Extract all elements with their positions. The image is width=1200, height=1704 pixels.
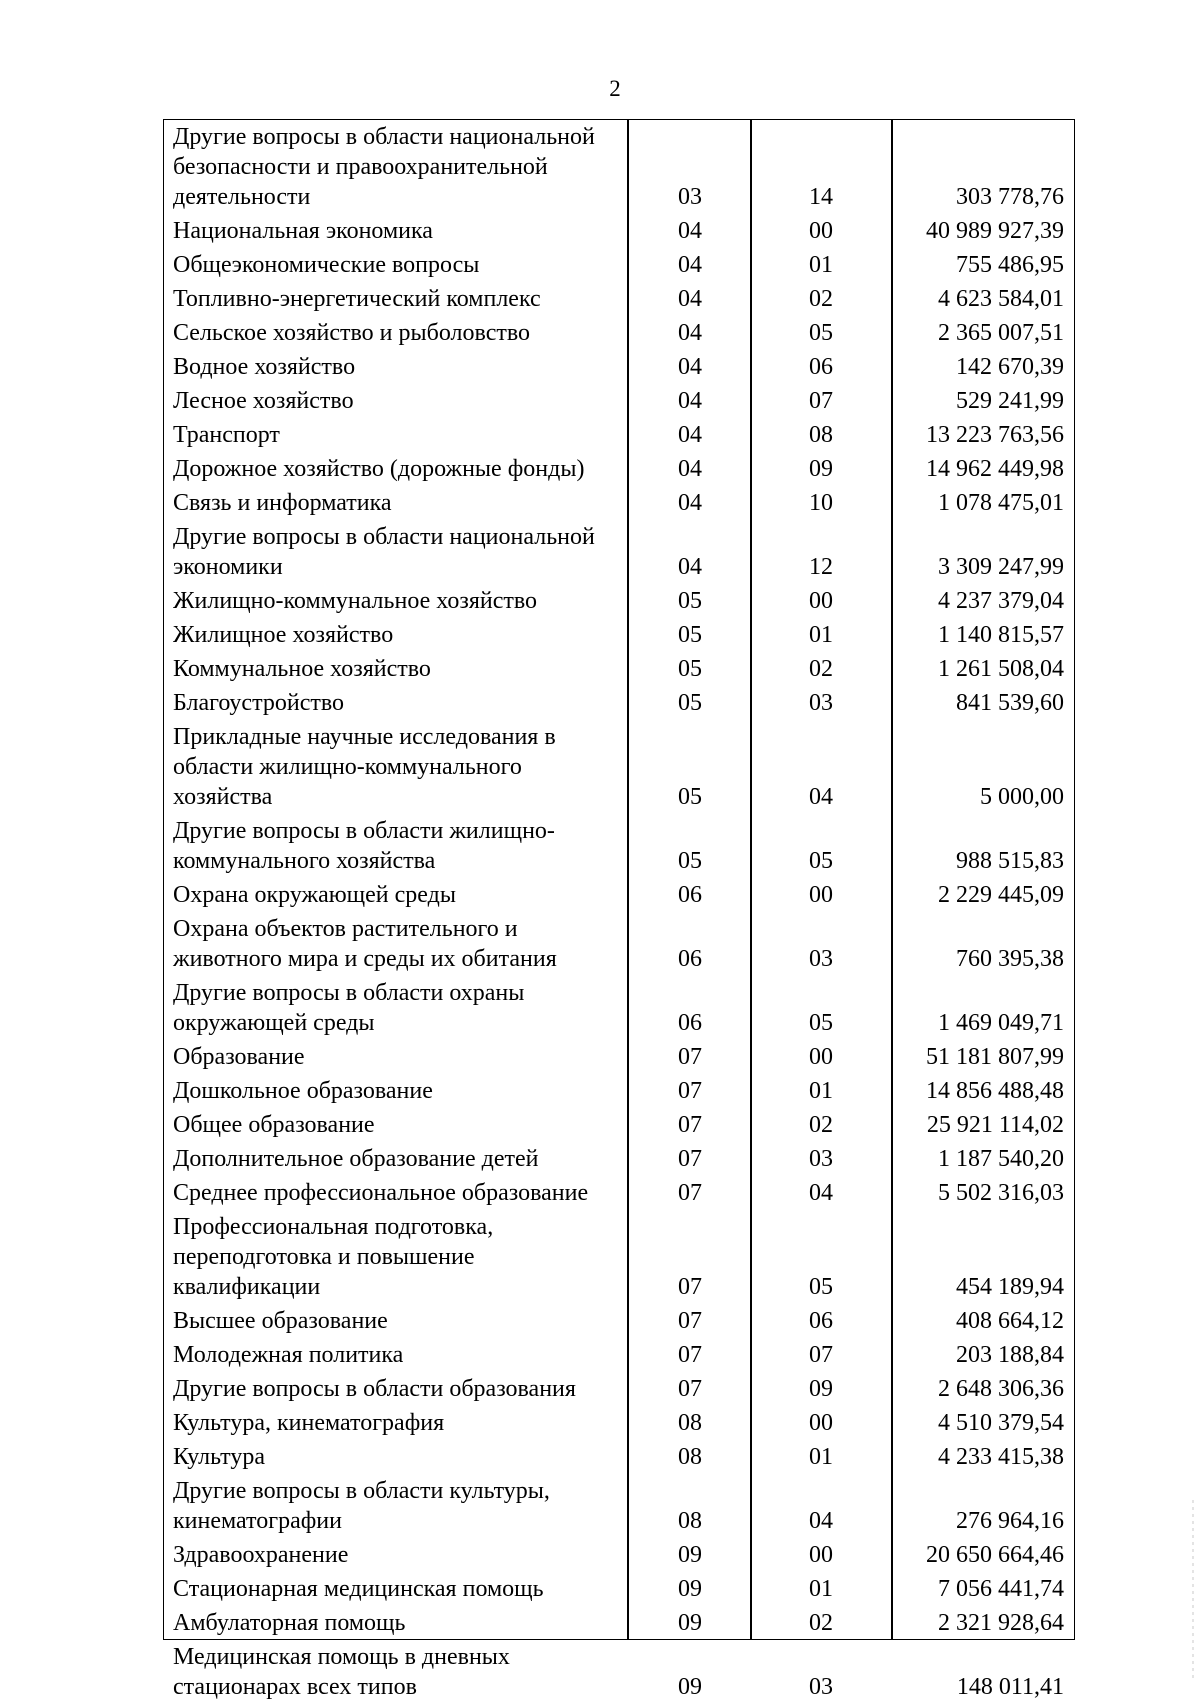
row-subsection-code: 07: [809, 388, 833, 414]
row-name: Стационарная медицинская помощь: [173, 1576, 544, 1602]
table-row: [164, 1640, 1074, 1704]
row-section-code: 04: [678, 554, 702, 580]
row-subsection-code: 02: [809, 656, 833, 682]
row-section-code: 05: [678, 848, 702, 874]
row-amount: 1 078 475,01: [938, 490, 1064, 516]
row-amount: 303 778,76: [956, 184, 1064, 210]
row-section-code: 07: [678, 1274, 702, 1300]
row-amount: 25 921 114,02: [926, 1112, 1064, 1138]
row-amount: 276 964,16: [956, 1508, 1064, 1534]
row-amount: 755 486,95: [956, 252, 1064, 278]
row-section-code: 06: [678, 1010, 702, 1036]
row-section-code: 04: [678, 320, 702, 346]
row-amount: 3 309 247,99: [938, 554, 1064, 580]
row-name: Другие вопросы в области культуры, кинематографии: [173, 1478, 550, 1534]
row-subsection-code: 02: [809, 1112, 833, 1138]
row-amount: 988 515,83: [956, 848, 1064, 874]
row-section-code: 07: [678, 1078, 702, 1104]
row-name: Другие вопросы в области национальной безопасности и правоохранительной деятельности: [173, 124, 595, 210]
row-subsection-code: 10: [809, 490, 833, 516]
row-subsection-code: 03: [809, 1674, 833, 1700]
row-subsection-code: 05: [809, 1010, 833, 1036]
row-name: Другие вопросы в области охраны окружающей среды: [173, 980, 525, 1036]
row-section-code: 05: [678, 588, 702, 614]
row-name: Молодежная политика: [173, 1342, 404, 1368]
row-amount: 4 233 415,38: [938, 1444, 1064, 1470]
row-name: Транспорт: [173, 422, 280, 448]
row-section-code: 07: [678, 1308, 702, 1334]
row-amount: 454 189,94: [956, 1274, 1064, 1300]
table-row: [164, 618, 1074, 652]
table-row: [164, 912, 1074, 976]
row-section-code: 07: [678, 1342, 702, 1368]
row-section-code: 04: [678, 422, 702, 448]
row-section-code: 06: [678, 946, 702, 972]
row-section-code: 07: [678, 1376, 702, 1402]
row-name: Культура: [173, 1444, 265, 1470]
row-name: Амбулаторная помощь: [173, 1610, 406, 1636]
row-subsection-code: 00: [809, 1044, 833, 1070]
row-subsection-code: 01: [809, 1576, 833, 1602]
row-section-code: 04: [678, 388, 702, 414]
row-name: Связь и информатика: [173, 490, 392, 516]
row-subsection-code: 02: [809, 286, 833, 312]
row-section-code: 04: [678, 456, 702, 482]
row-subsection-code: 01: [809, 1078, 833, 1104]
row-subsection-code: 01: [809, 1444, 833, 1470]
row-amount: 7 056 441,74: [938, 1576, 1064, 1602]
row-name: Высшее образование: [173, 1308, 388, 1334]
row-subsection-code: 06: [809, 1308, 833, 1334]
table-row: [164, 652, 1074, 686]
row-section-code: 09: [678, 1576, 702, 1602]
row-subsection-code: 08: [809, 422, 833, 448]
row-name: Общеэкономические вопросы: [173, 252, 480, 278]
row-name: Коммунальное хозяйство: [173, 656, 431, 682]
table-row: [164, 120, 1074, 214]
row-section-code: 05: [678, 656, 702, 682]
row-section-code: 09: [678, 1542, 702, 1568]
row-section-code: 05: [678, 622, 702, 648]
row-name: Прикладные научные исследования в области жилищно-коммунального хозяйства: [173, 724, 556, 810]
row-subsection-code: 01: [809, 252, 833, 278]
table-row: [164, 1538, 1074, 1572]
row-name: Другие вопросы в области жилищно-коммунального хозяйства: [173, 818, 555, 874]
row-name: Дорожное хозяйство (дорожные фонды): [173, 456, 585, 482]
row-amount: 142 670,39: [956, 354, 1064, 380]
row-name: Топливно-энергетический комплекс: [173, 286, 541, 312]
row-subsection-code: 05: [809, 1274, 833, 1300]
row-amount: 148 011,41: [956, 1674, 1064, 1700]
row-section-code: 03: [678, 184, 702, 210]
row-subsection-code: 00: [809, 882, 833, 908]
row-amount: 5 000,00: [980, 784, 1064, 810]
row-amount: 13 223 763,56: [926, 422, 1064, 448]
scan-edge-mark: [1192, 1500, 1194, 1680]
row-name: Национальная экономика: [173, 218, 433, 244]
row-amount: 40 989 927,39: [926, 218, 1064, 244]
table-row: [164, 976, 1074, 1040]
row-section-code: 07: [678, 1146, 702, 1172]
row-subsection-code: 00: [809, 1410, 833, 1436]
row-subsection-code: 06: [809, 354, 833, 380]
row-amount: 2 229 445,09: [938, 882, 1064, 908]
row-amount: 760 395,38: [956, 946, 1064, 972]
row-name: Среднее профессиональное образование: [173, 1180, 589, 1206]
row-amount: 529 241,99: [956, 388, 1064, 414]
row-name: Медицинская помощь в дневных стационарах всех типов: [173, 1644, 510, 1700]
row-section-code: 07: [678, 1180, 702, 1206]
row-name: Сельское хозяйство и рыболовство: [173, 320, 531, 346]
table-row: [164, 814, 1074, 878]
row-section-code: 04: [678, 252, 702, 278]
row-name: Водное хозяйство: [173, 354, 356, 380]
row-subsection-code: 02: [809, 1610, 833, 1636]
row-name: Профессиональная подготовка, переподготовка и повышение квалификации: [173, 1214, 494, 1300]
row-amount: 841 539,60: [956, 690, 1064, 716]
table-row: [164, 1210, 1074, 1304]
row-amount: 1 261 508,04: [938, 656, 1064, 682]
table-row: [164, 1338, 1074, 1372]
row-section-code: 05: [678, 690, 702, 716]
row-amount: 51 181 807,99: [926, 1044, 1064, 1070]
table-row: [164, 878, 1074, 912]
row-subsection-code: 04: [809, 1508, 833, 1534]
table-row: [164, 214, 1074, 248]
row-name: Охрана объектов растительного и животного мира и среды их обитания: [173, 916, 557, 972]
row-section-code: 08: [678, 1444, 702, 1470]
row-amount: 20 650 664,46: [926, 1542, 1064, 1568]
row-subsection-code: 07: [809, 1342, 833, 1368]
row-subsection-code: 12: [809, 554, 833, 580]
row-name: Другие вопросы в области национальной экономики: [173, 524, 595, 580]
table-row: [164, 282, 1074, 316]
row-section-code: 04: [678, 218, 702, 244]
row-amount: 2 365 007,51: [938, 320, 1064, 346]
row-section-code: 08: [678, 1410, 702, 1436]
table-row: [164, 418, 1074, 452]
row-name: Жилищное хозяйство: [173, 622, 394, 648]
row-section-code: 04: [678, 354, 702, 380]
row-subsection-code: 03: [809, 1146, 833, 1172]
table-row: [164, 1474, 1074, 1538]
row-amount: 4 510 379,54: [938, 1410, 1064, 1436]
row-subsection-code: 05: [809, 848, 833, 874]
table-row: [164, 1406, 1074, 1440]
row-amount: 4 237 379,04: [938, 588, 1064, 614]
row-amount: 5 502 316,03: [938, 1180, 1064, 1206]
table-row: [164, 1372, 1074, 1406]
row-amount: 1 469 049,71: [938, 1010, 1064, 1036]
row-subsection-code: 03: [809, 690, 833, 716]
table-row: [164, 316, 1074, 350]
table-row: [164, 1074, 1074, 1108]
row-amount: 2 648 306,36: [938, 1376, 1064, 1402]
row-name: Другие вопросы в области образования: [173, 1376, 576, 1402]
table-row: [164, 1440, 1074, 1474]
row-amount: 2 321 928,64: [938, 1610, 1064, 1636]
table-row: [164, 1304, 1074, 1338]
row-subsection-code: 09: [809, 456, 833, 482]
row-amount: 14 856 488,48: [926, 1078, 1064, 1104]
row-amount: 1 140 815,57: [938, 622, 1064, 648]
row-name: Дополнительное образование детей: [173, 1146, 539, 1172]
table-row: [164, 1040, 1074, 1074]
row-section-code: 09: [678, 1610, 702, 1636]
row-name: Лесное хозяйство: [173, 388, 354, 414]
table-row: [164, 686, 1074, 720]
table-row: [164, 1572, 1074, 1606]
row-subsection-code: 00: [809, 1542, 833, 1568]
table-row: [164, 720, 1074, 814]
table-row: [164, 520, 1074, 584]
row-name: Благоустройство: [173, 690, 345, 716]
table-row: [164, 248, 1074, 282]
table-row: [164, 384, 1074, 418]
row-section-code: 09: [678, 1674, 702, 1700]
row-name: Здравоохранение: [173, 1542, 349, 1568]
table-row: [164, 452, 1074, 486]
row-subsection-code: 00: [809, 588, 833, 614]
table-row: [164, 1606, 1074, 1640]
row-name: Общее образование: [173, 1112, 375, 1138]
row-amount: 4 623 584,01: [938, 286, 1064, 312]
table-row: [164, 486, 1074, 520]
row-subsection-code: 04: [809, 1180, 833, 1206]
row-section-code: 06: [678, 882, 702, 908]
row-amount: 1 187 540,20: [938, 1146, 1064, 1172]
row-amount: 203 188,84: [956, 1342, 1064, 1368]
row-section-code: 04: [678, 490, 702, 516]
row-section-code: 07: [678, 1044, 702, 1070]
row-section-code: 05: [678, 784, 702, 810]
row-section-code: 08: [678, 1508, 702, 1534]
row-subsection-code: 03: [809, 946, 833, 972]
table-row: [164, 584, 1074, 618]
table-row: [164, 1142, 1074, 1176]
row-subsection-code: 04: [809, 784, 833, 810]
row-section-code: 07: [678, 1112, 702, 1138]
row-subsection-code: 09: [809, 1376, 833, 1402]
table-body: [164, 120, 1074, 1704]
table-row: [164, 1108, 1074, 1142]
table-row: [164, 1176, 1074, 1210]
row-subsection-code: 14: [809, 184, 833, 210]
row-name: Дошкольное образование: [173, 1078, 433, 1104]
row-subsection-code: 00: [809, 218, 833, 244]
row-amount: 14 962 449,98: [926, 456, 1064, 482]
row-subsection-code: 05: [809, 320, 833, 346]
row-subsection-code: 01: [809, 622, 833, 648]
row-name: Культура, кинематография: [173, 1410, 445, 1436]
row-name: Жилищно-коммунальное хозяйство: [173, 588, 538, 614]
row-section-code: 04: [678, 286, 702, 312]
row-name: Образование: [173, 1044, 305, 1070]
row-amount: 408 664,12: [956, 1308, 1064, 1334]
budget-table: [163, 119, 1075, 1700]
page-number: 2: [609, 76, 621, 101]
row-name: Охрана окружающей среды: [173, 882, 456, 908]
table-row: [164, 350, 1074, 384]
